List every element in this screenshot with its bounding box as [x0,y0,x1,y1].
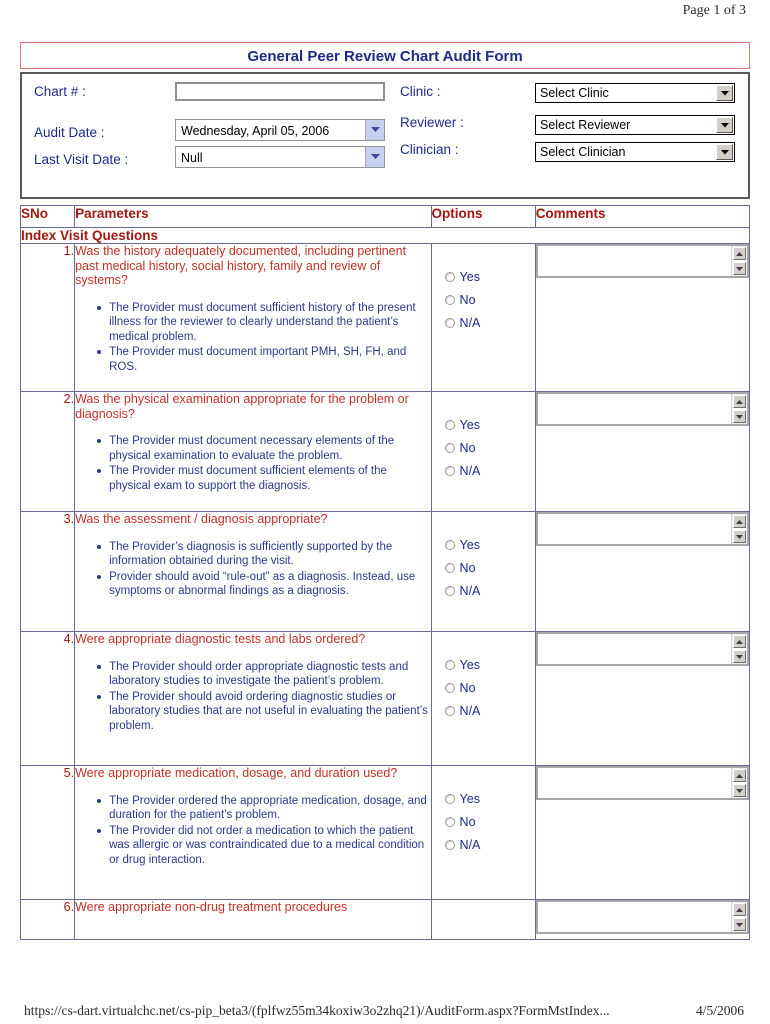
row-serial-number: 4. [21,632,75,766]
row-serial-number: 6. [21,900,75,940]
question-text: Were appropriate diagnostic tests and labs ordered? [75,632,366,646]
radio-button-icon[interactable] [445,563,455,573]
row-serial-number: 1. [21,244,75,392]
radio-button-icon[interactable] [445,660,455,670]
list-item: The Provider’s diagnosis is sufficiently supported by the information obtained during the visit. [97,540,430,569]
scroll-up-arrow-icon[interactable] [733,903,746,916]
radio-option-na[interactable] [445,464,535,478]
scroll-down-arrow-icon[interactable] [733,262,746,275]
chart-number-input[interactable] [175,82,385,101]
radio-option-no[interactable] [445,681,535,695]
row-comments [535,392,749,512]
radio-button-icon[interactable] [445,706,455,716]
radio-button-icon[interactable] [445,840,455,850]
radio-option-yes[interactable] [445,418,535,432]
radio-label: No [459,681,476,695]
radio-button-icon[interactable] [445,295,455,305]
list-item: The Provider must document important PMH, SH, FH, and ROS. [97,345,430,374]
row-comments [535,512,749,632]
table-body [21,228,750,940]
column-header-options: Options [431,206,535,228]
question-text: Was the assessment / diagnosis appropriate? [75,512,328,526]
radio-button-icon[interactable] [445,443,455,453]
comment-text-value[interactable] [538,394,731,424]
radio-label: N/A [459,838,481,852]
radio-label: Yes [459,538,480,552]
column-header-parameters: Parameters [75,206,431,228]
chevron-down-icon[interactable] [716,85,733,101]
radio-option-na[interactable] [445,584,535,598]
section-header-row [21,228,750,244]
list-item: Provider should avoid “rule-out” as a diagnosis. Instead, use symptoms or abnormal findings as a diagnosis. [97,570,430,599]
radio-label: N/A [459,704,481,718]
radio-button-icon[interactable] [445,272,455,282]
question-criteria-list [75,301,430,375]
row-options [431,900,535,940]
scroll-up-arrow-icon[interactable] [733,247,746,260]
row-options [431,632,535,766]
row-options [431,766,535,900]
radio-option-na[interactable] [445,838,535,852]
list-item: The Provider should avoid ordering diagnostic studies or laboratory studies that are not useful in evaluating the patient’s problem. [97,690,430,734]
question-text: Were appropriate non-drug treatment procedures [75,900,348,914]
list-item: The Provider ordered the appropriate medication, dosage, and duration for the patient’s problem. [97,794,430,823]
question-text: Was the history adequately documented, including pertinent past medical history, social history, family and review of systems? [75,244,407,287]
chevron-down-icon[interactable] [716,117,733,133]
form-header-panel [20,72,750,199]
question-criteria-list [75,794,430,868]
radio-button-icon[interactable] [445,540,455,550]
audit-date-value: Wednesday, April 05, 2006 [181,124,330,138]
row-parameters [75,900,431,940]
radio-button-icon[interactable] [445,420,455,430]
last-visit-date-picker[interactable] [175,146,385,168]
scroll-up-arrow-icon[interactable] [733,395,746,408]
comment-text-value[interactable] [538,514,731,544]
row-options [431,392,535,512]
section-title-index-visit-questions: Index Visit Questions [21,228,750,244]
question-criteria-list [75,540,430,599]
table-row [21,900,750,940]
comment-textarea[interactable] [536,392,749,426]
row-parameters [75,392,431,512]
radio-button-icon[interactable] [445,586,455,596]
radio-group [432,392,535,478]
row-serial-number: 2. [21,392,75,512]
scroll-down-arrow-icon[interactable] [733,530,746,543]
reviewer-select[interactable] [535,115,735,135]
clinician-select[interactable] [535,142,735,162]
radio-label: N/A [459,584,481,598]
radio-option-no[interactable] [445,561,535,575]
list-item: The Provider must document sufficient history of the present illness for the reviewer to clearly understand the patient’s medical problem. [97,301,430,345]
row-options [431,512,535,632]
footer-url: https://cs-dart.virtualchc.net/cs-pip_beta3/(fplfwz55m34koxiw3o2zhq21)/AuditForm.aspx?FormMstIndex... [24,1003,610,1018]
list-item: The Provider must document necessary elements of the physical examination to evaluate the problem. [97,434,430,463]
reviewer-value: Select Reviewer [540,118,631,132]
radio-label: No [459,815,476,829]
comment-textarea[interactable] [536,512,749,546]
table-row [21,244,750,392]
radio-label: No [459,561,476,575]
table-header-row [21,206,750,228]
radio-label: Yes [459,658,480,672]
comment-scrollbar[interactable] [731,902,747,932]
comment-scrollbar[interactable] [731,394,747,424]
scroll-down-arrow-icon[interactable] [733,410,746,423]
radio-label: No [459,293,476,307]
row-parameters [75,766,431,900]
radio-option-yes[interactable] [445,538,535,552]
question-text: Was the physical examination appropriate for the problem or diagnosis? [75,392,409,421]
row-options [431,244,535,392]
question-criteria-list [75,660,430,734]
radio-group [432,632,535,718]
audit-date-picker[interactable] [175,119,385,141]
table-row [21,632,750,766]
list-item: The Provider should order appropriate diagnostic tests and laboratory studies to investigate the patient’s problem. [97,660,430,689]
table-row [21,512,750,632]
clinician-label: Clinician : [400,142,459,157]
comment-text-value[interactable] [538,768,731,798]
form-title: General Peer Review Chart Audit Form [20,42,750,69]
audit-form-document [20,42,750,940]
radio-group [432,512,535,598]
chevron-down-icon[interactable] [365,147,384,167]
reviewer-label: Reviewer : [400,115,464,130]
comment-text-value[interactable] [538,246,731,276]
comment-textarea[interactable] [536,766,749,800]
radio-label: Yes [459,270,480,284]
row-comments [535,766,749,900]
clinic-value: Select Clinic [540,86,609,100]
last-visit-date-value: Null [181,151,203,165]
radio-option-no[interactable] [445,815,535,829]
chart-number-label: Chart # : [34,84,86,99]
comment-textarea[interactable] [536,244,749,278]
radio-option-na[interactable] [445,704,535,718]
comment-text-value[interactable] [538,902,731,932]
radio-button-icon[interactable] [445,466,455,476]
comment-text-value[interactable] [538,634,731,664]
radio-option-na[interactable] [445,316,535,330]
row-serial-number: 3. [21,512,75,632]
last-visit-date-label: Last Visit Date : [34,152,129,167]
table-row [21,392,750,512]
list-item: The Provider did not order a medication to which the patient was allergic or was contraindicated due to a medical condition or drug interaction. [97,824,430,868]
radio-label: Yes [459,792,480,806]
row-parameters [75,512,431,632]
scroll-up-arrow-icon[interactable] [733,769,746,782]
radio-option-no[interactable] [445,441,535,455]
audit-date-label: Audit Date : [34,125,105,140]
question-criteria-list [75,434,430,493]
radio-label: Yes [459,418,480,432]
radio-label: No [459,441,476,455]
radio-option-yes[interactable] [445,270,535,284]
radio-option-yes[interactable] [445,658,535,672]
question-text: Were appropriate medication, dosage, and duration used? [75,766,398,780]
radio-option-no[interactable] [445,293,535,307]
page-number-text: Page 1 of 3 [682,3,746,18]
comment-textarea[interactable] [536,632,749,666]
footer-date: 4/5/2006 [695,1003,744,1018]
radio-button-icon[interactable] [445,794,455,804]
clinic-label: Clinic : [400,84,441,99]
comment-scrollbar[interactable] [731,634,747,664]
row-parameters [75,632,431,766]
table-row [21,766,750,900]
comment-textarea[interactable] [536,900,749,934]
scroll-down-arrow-icon[interactable] [733,784,746,797]
row-serial-number: 5. [21,766,75,900]
radio-group [432,244,535,330]
comment-scrollbar[interactable] [731,768,747,798]
row-parameters [75,244,431,392]
scroll-down-arrow-icon[interactable] [733,650,746,663]
print-page-footer [0,1003,770,1019]
column-header-comments: Comments [535,206,749,228]
comment-scrollbar[interactable] [731,514,747,544]
list-item: The Provider must document sufficient elements of the physical exam to support the diagnosis. [97,464,430,493]
print-page-header [0,0,770,26]
column-header-sno: SNo [21,206,75,228]
scroll-up-arrow-icon[interactable] [733,635,746,648]
radio-label: N/A [459,464,481,478]
comment-scrollbar[interactable] [731,246,747,276]
chevron-down-icon[interactable] [365,120,384,140]
radio-group [432,766,535,852]
scroll-down-arrow-icon[interactable] [733,918,746,931]
radio-button-icon[interactable] [445,318,455,328]
clinician-value: Select Clinician [540,145,626,159]
row-comments [535,900,749,940]
row-comments [535,244,749,392]
radio-label: N/A [459,316,481,330]
radio-button-icon[interactable] [445,683,455,693]
clinic-select[interactable] [535,83,735,103]
row-comments [535,632,749,766]
chevron-down-icon[interactable] [716,144,733,160]
scroll-up-arrow-icon[interactable] [733,515,746,528]
radio-option-yes[interactable] [445,792,535,806]
audit-questions-table [20,205,750,940]
radio-button-icon[interactable] [445,817,455,827]
